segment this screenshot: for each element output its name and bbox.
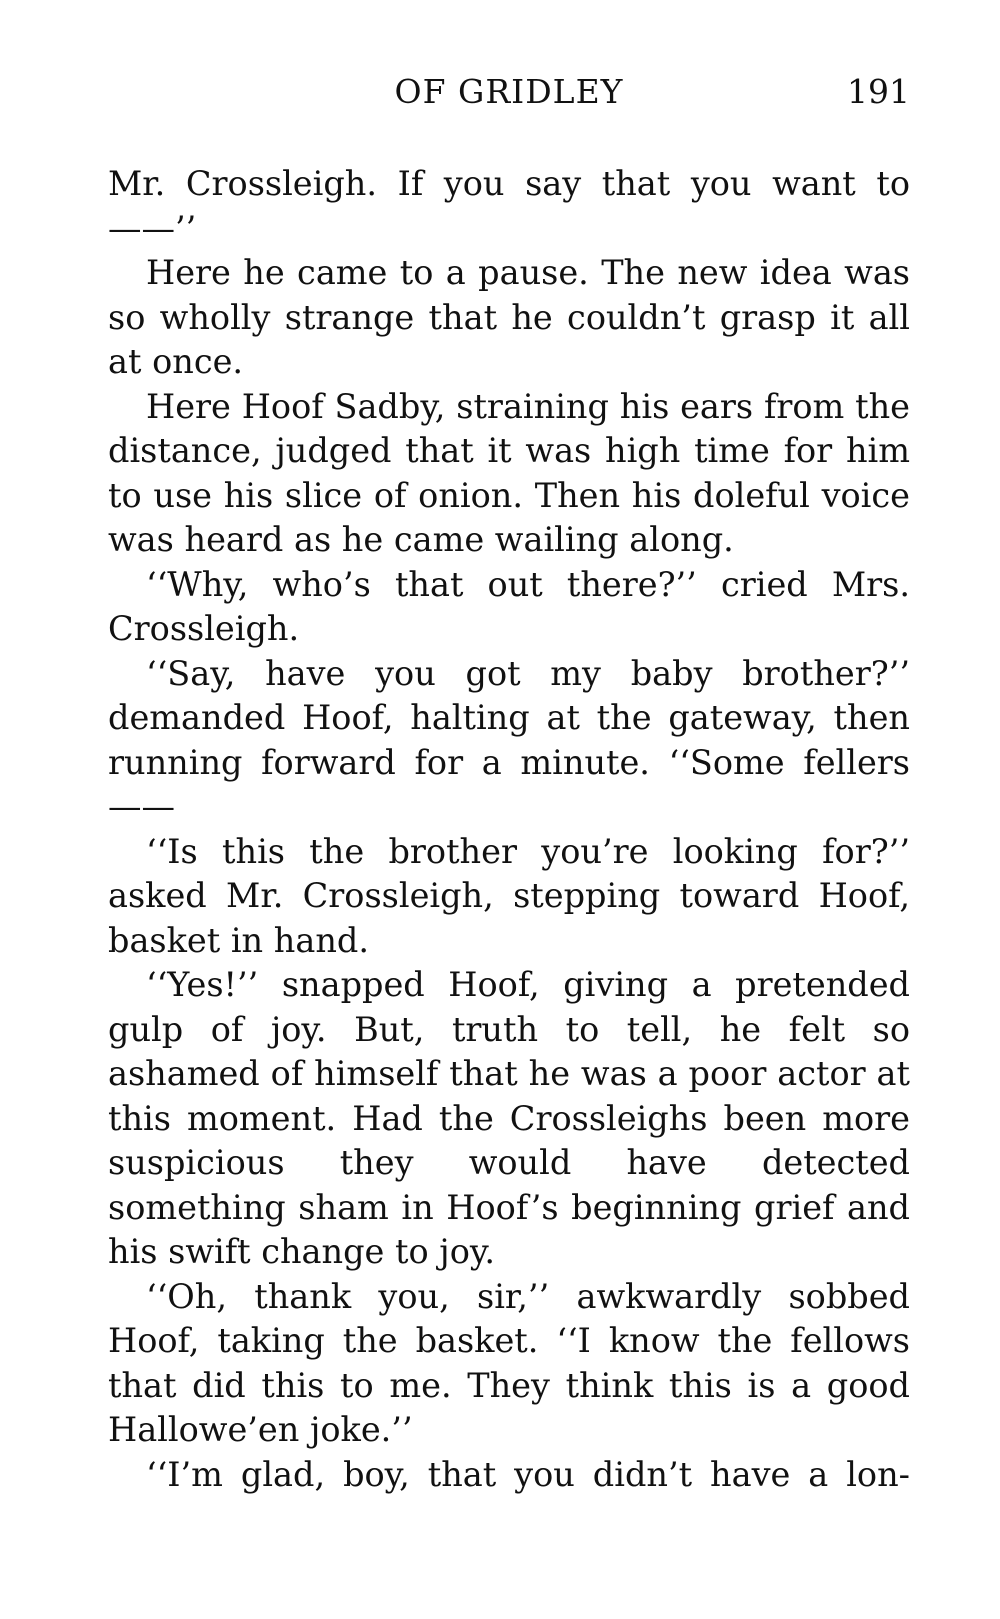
paragraph: Mr. Crossleigh. If you say that you want to——’’ [108, 164, 910, 248]
paragraph: Here Hoof Sadby, straining his ears from the distance, judged that it was high time for him to use his slice of onion. Then his doleful voice was heard as he came wailing along. [108, 386, 910, 559]
running-head [108, 72, 910, 122]
paragraph: ‘‘Is this the brother you’re looking for?’’ asked Mr. Crossleigh, stepping toward Hoof, basket in hand. [108, 831, 910, 960]
paragraph: ‘‘I’m glad, boy, that you didn’t have a lon- [146, 1454, 910, 1494]
paragraph: Here he came to a pause. The new idea was so wholly strange that he couldn’t grasp it all at once. [108, 253, 910, 381]
running-title: OF GRIDLEY [394, 72, 624, 111]
page-number: 191 [847, 72, 910, 111]
body-text [108, 162, 910, 1497]
paragraph: ‘‘Yes!’’ snapped Hoof, giving a pretended gulp of joy. But, truth to tell, he felt so ashamed of himself that he was a poor actor at this moment. Had the Crossleighs been more suspicious they would have detected something sham in Hoof’s beginning grief and his swift change to joy. [108, 965, 910, 1271]
paragraph: ‘‘Why, who’s that out there?’’ cried Mrs. Crossleigh. [108, 564, 910, 648]
paragraph: ‘‘Oh, thank you, sir,’’ awkwardly sobbed Hoof, taking the basket. ‘‘I know the fellows that did this to me. They think this is a good Hallowe’en joke.’’ [108, 1276, 910, 1449]
paragraph: ‘‘Say, have you got my baby brother?’’ demanded Hoof, halting at the gateway, then running forward for a minute. ‘‘Some fellers—— [108, 653, 910, 826]
